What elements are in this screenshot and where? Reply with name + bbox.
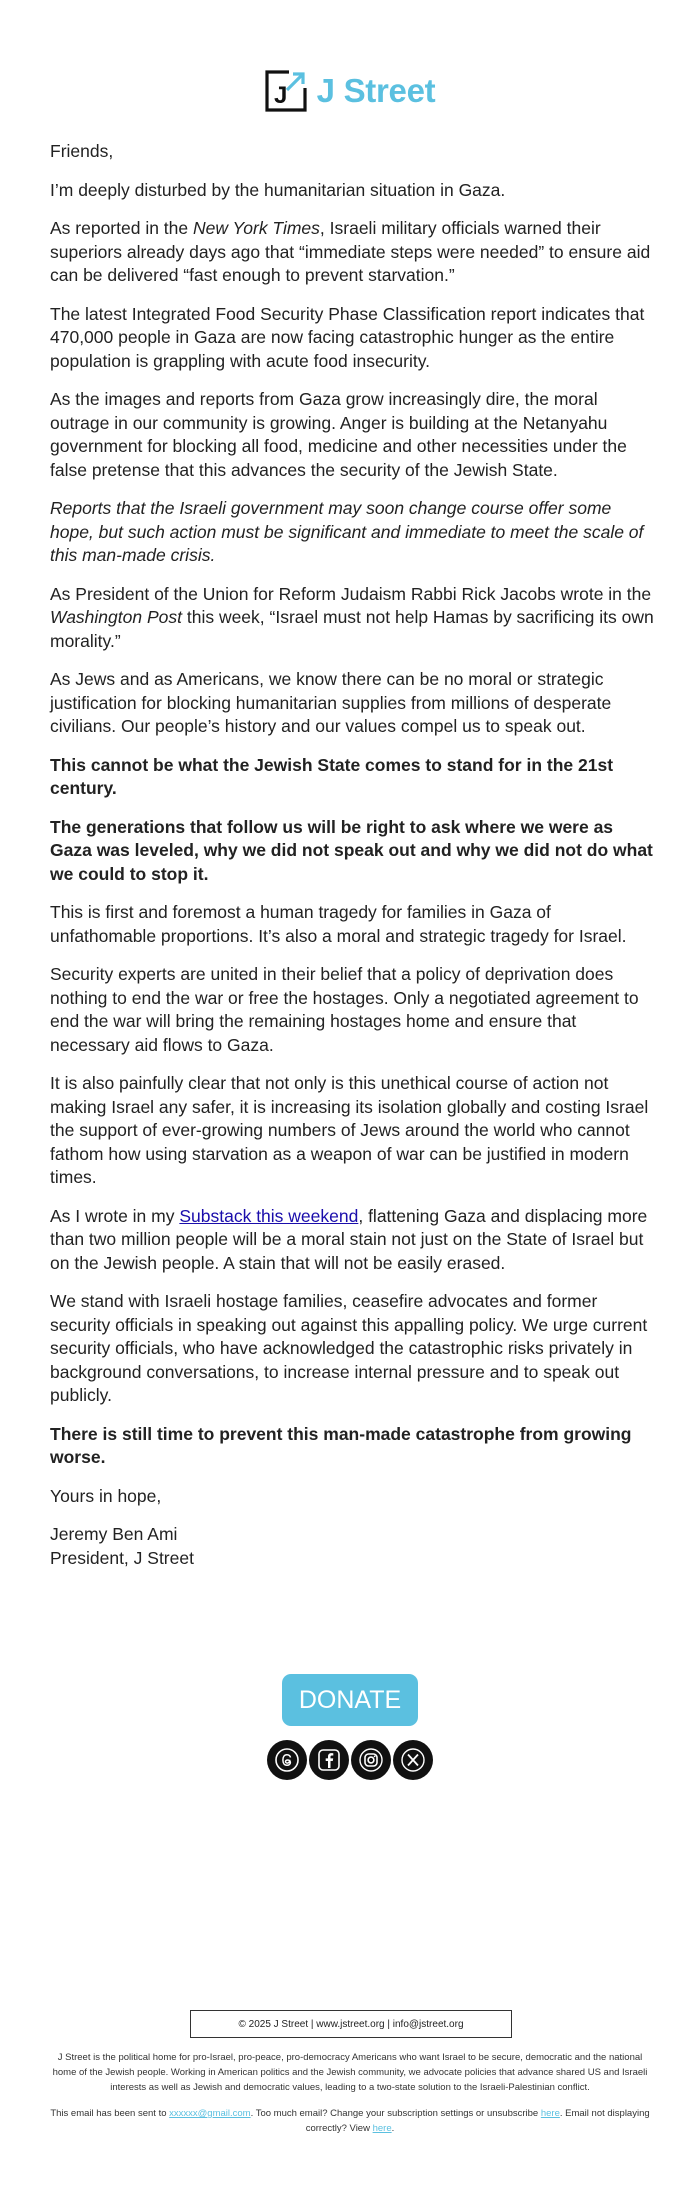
donate-button[interactable]: DONATE: [282, 1674, 418, 1726]
paragraph-1: I’m deeply disturbed by the humanitarian situation in Gaza.: [50, 179, 506, 200]
letter-body: [50, 140, 654, 1570]
paragraph-7: As Jews and as Americans, we know there can be no moral or strategic justification for blocking humanitarian supplies from millions of desperate civilians. Our people’s history and our values compel us to speak out.: [50, 669, 612, 736]
greeting: Friends,: [50, 141, 114, 161]
social-links: [0, 1740, 700, 1780]
view-online-link[interactable]: here: [372, 2123, 392, 2134]
jstreet-logo[interactable]: [0, 70, 700, 112]
instagram-icon[interactable]: [351, 1740, 391, 1780]
paragraph-14: We stand with Israeli hostage families, ceasefire advocates and former security officials in speaking out against this appalling policy. We urge current security officials, who have acknowledged the catastrophic risks privately in background conversations, to increase internal pressure and to speak out publicly.: [50, 1291, 648, 1405]
paragraph-3: The latest Integrated Food Security Phase Classification report indicates that 470,000 people in Gaza are now facing catastrophic hunger as the entire population is grappling with acute food insecurity.: [50, 303, 645, 371]
paragraph-12: It is also painfully clear that not only is this unethical course of action not making Israel any safer, it is increasing its isolation globally and costing Israel the support of ever-growing numbers of Jews around the world who cannot fathom how using starvation as a weapon of war can be justified in modern times.: [50, 1073, 649, 1187]
publication-nyt: New York Times: [193, 218, 320, 238]
x-icon[interactable]: [393, 1740, 433, 1780]
closing: Yours in hope,: [50, 1485, 162, 1506]
recipient-email-link[interactable]: xxxxxx@gmail.com: [169, 2108, 251, 2119]
publication-wapo: Washington Post: [50, 607, 182, 627]
paragraph-4: As the images and reports from Gaza grow increasingly dire, the moral outrage in our community is growing. Anger is building at the Netanyahu government for blocking all food, medicine and other necessities under the false pretense that this advances the security of the Jewish State.: [50, 389, 627, 480]
substack-link[interactable]: Substack this weekend: [179, 1205, 359, 1226]
unsubscribe-link[interactable]: here: [540, 2108, 560, 2119]
facebook-icon[interactable]: [309, 1740, 349, 1780]
footer-meta: This email has been sent to xxxxxx@gmail.com. Too much email? Change your subscription settings or unsubscribe here. Email not displaying correctly? View here.: [50, 2108, 650, 2134]
paragraph-8: This cannot be what the Jewish State comes to stand for in the 21st century.: [50, 754, 614, 798]
jstreet-logo-mark-icon: [265, 70, 307, 112]
signature-name: Jeremy Ben Ami: [50, 1524, 178, 1544]
paragraph-5: Reports that the Israeli government may soon change course offer some hope, but such action must be significant and immediate to meet the scale of this man-made crisis.: [50, 498, 644, 565]
paragraph-6: As President of the Union for Reform Judaism Rabbi Rick Jacobs wrote in the Washington Post this week, “Israel must not help Hamas by sacrificing its own morality.”: [50, 583, 654, 651]
paragraph-9: The generations that follow us will be right to ask where we were as Gaza was leveled, why we did not speak out and why we did not do what we could to stop it.: [50, 816, 653, 884]
signature-title: President, J Street: [50, 1547, 194, 1568]
signature: [50, 1523, 654, 1570]
paragraph-13: As I wrote in my Substack this weekend, flattening Gaza and displacing more than two million people will be a moral stain not just on the State of Israel but on the Jewish people. A stain that will not be easily erased.: [50, 1205, 648, 1273]
paragraph-10: This is first and foremost a human tragedy for families in Gaza of unfathomable proportions. It’s also a moral and strategic tragedy for Israel.: [50, 902, 627, 946]
footer-contact: © 2025 J Street | www.jstreet.org | info@jstreet.org: [190, 2010, 512, 2038]
threads-icon[interactable]: [267, 1740, 307, 1780]
logo-wordmark: J Street: [316, 72, 436, 109]
footer-about: J Street is the political home for pro-Israel, pro-peace, pro-democracy Americans who want Israel to be secure, democratic and the national home of the Jewish people. Working in American politics and the Jewish community, we advocate policies that advance shared US and Israeli interests as well as Jewish and democratic values, leading to a two-state solution to the Israeli-Palestinian conflict.: [52, 2052, 648, 2093]
svg-text:J: J: [273, 82, 288, 109]
paragraph-2: As reported in the New York Times, Israeli military officials warned their superiors already days ago that “immediate steps were needed” to ensure aid can be delivered “fast enough to prevent starvation.”: [50, 218, 651, 285]
paragraph-15: There is still time to prevent this man-made catastrophe from growing worse.: [50, 1423, 632, 1467]
paragraph-11: Security experts are united in their belief that a policy of deprivation does nothing to end the war or free the hostages. Only a negotiated agreement to end the war will bring the remaining hostages home and ensure that necessary aid flows to Gaza.: [50, 964, 639, 1055]
